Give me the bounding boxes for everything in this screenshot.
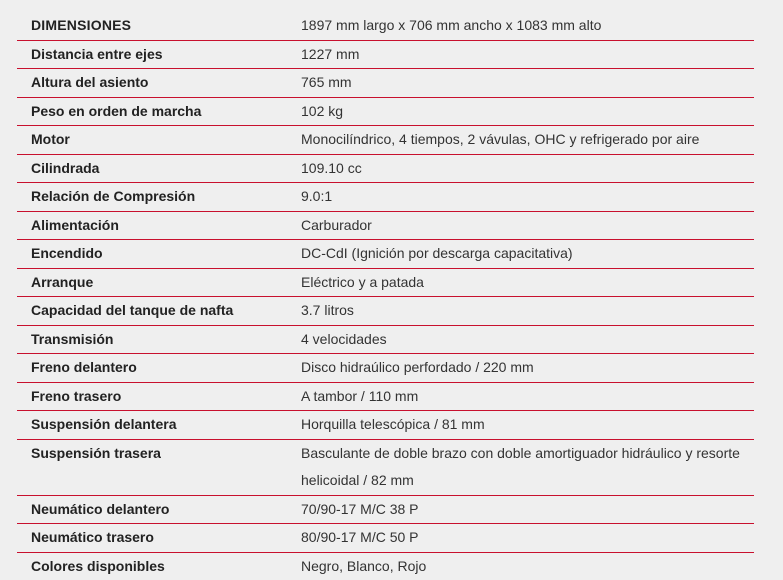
spec-label: Capacidad del tanque de nafta — [17, 297, 301, 325]
spec-label: Peso en orden de marcha — [17, 98, 301, 126]
spec-row-transmision — [17, 326, 754, 355]
spec-value: 3.7 litros — [301, 297, 754, 325]
spec-row-encendido — [17, 240, 754, 269]
spec-label: Motor — [17, 126, 301, 154]
spec-label: Suspensión delantera — [17, 411, 301, 439]
spec-row-colores — [17, 553, 754, 580]
spec-row-neumatico-trasero — [17, 524, 754, 553]
spec-row-altura-asiento — [17, 69, 754, 98]
spec-row-dimensiones — [17, 12, 754, 41]
spec-value: 1227 mm — [301, 41, 754, 69]
spec-value: Horquilla telescópica / 81 mm — [301, 411, 754, 439]
spec-value: 9.0:1 — [301, 183, 754, 211]
spec-row-alimentacion — [17, 212, 754, 241]
spec-row-neumatico-delantero — [17, 496, 754, 525]
spec-row-suspension-trasera — [17, 440, 754, 496]
spec-label: Cilindrada — [17, 155, 301, 183]
spec-value: 70/90-17 M/C 38 P — [301, 496, 754, 524]
spec-value: Eléctrico y a patada — [301, 269, 754, 297]
spec-value: DC-CdI (Ignición por descarga capacitativa) — [301, 240, 754, 268]
spec-label: Freno trasero — [17, 383, 301, 411]
spec-value: Monocilíndrico, 4 tiempos, 2 vávulas, OHC y refrigerado por aire — [301, 126, 754, 154]
spec-label: Relación de Compresión — [17, 183, 301, 211]
spec-value: A tambor / 110 mm — [301, 383, 754, 411]
spec-label: Arranque — [17, 269, 301, 297]
spec-value: 102 kg — [301, 98, 754, 126]
spec-row-suspension-delantera — [17, 411, 754, 440]
spec-value: 4 velocidades — [301, 326, 754, 354]
spec-value: Negro, Blanco, Rojo — [301, 553, 754, 580]
spec-label: Suspensión trasera — [17, 440, 301, 466]
spec-value: Carburador — [301, 212, 754, 240]
spec-label: Distancia entre ejes — [17, 41, 301, 69]
spec-value: 109.10 cc — [301, 155, 754, 183]
spec-label: Alimentación — [17, 212, 301, 240]
spec-row-arranque — [17, 269, 754, 298]
spec-value: 1897 mm largo x 706 mm ancho x 1083 mm alto — [301, 12, 754, 40]
spec-row-freno-delantero — [17, 354, 754, 383]
spec-row-relacion-compresion — [17, 183, 754, 212]
spec-label: Colores disponibles — [17, 553, 301, 580]
spec-value: 80/90-17 M/C 50 P — [301, 524, 754, 552]
spec-value: 765 mm — [301, 69, 754, 97]
spec-row-cilindrada — [17, 155, 754, 184]
spec-label: Encendido — [17, 240, 301, 268]
spec-label: Neumático trasero — [17, 524, 301, 552]
spec-label: Freno delantero — [17, 354, 301, 382]
spec-row-motor — [17, 126, 754, 155]
spec-label: Neumático delantero — [17, 496, 301, 524]
spec-row-tanque — [17, 297, 754, 326]
spec-row-peso — [17, 98, 754, 127]
spec-value: Basculante de doble brazo con doble amortiguador hidráulico y resorte helicoidal / 82 mm — [301, 440, 754, 495]
spec-row-distancia-entre-ejes — [17, 41, 754, 70]
spec-value: Disco hidraúlico perfordado / 220 mm — [301, 354, 754, 382]
spec-label: DIMENSIONES — [17, 12, 301, 40]
spec-label: Transmisión — [17, 326, 301, 354]
spec-label: Altura del asiento — [17, 69, 301, 97]
spec-row-freno-trasero — [17, 383, 754, 412]
